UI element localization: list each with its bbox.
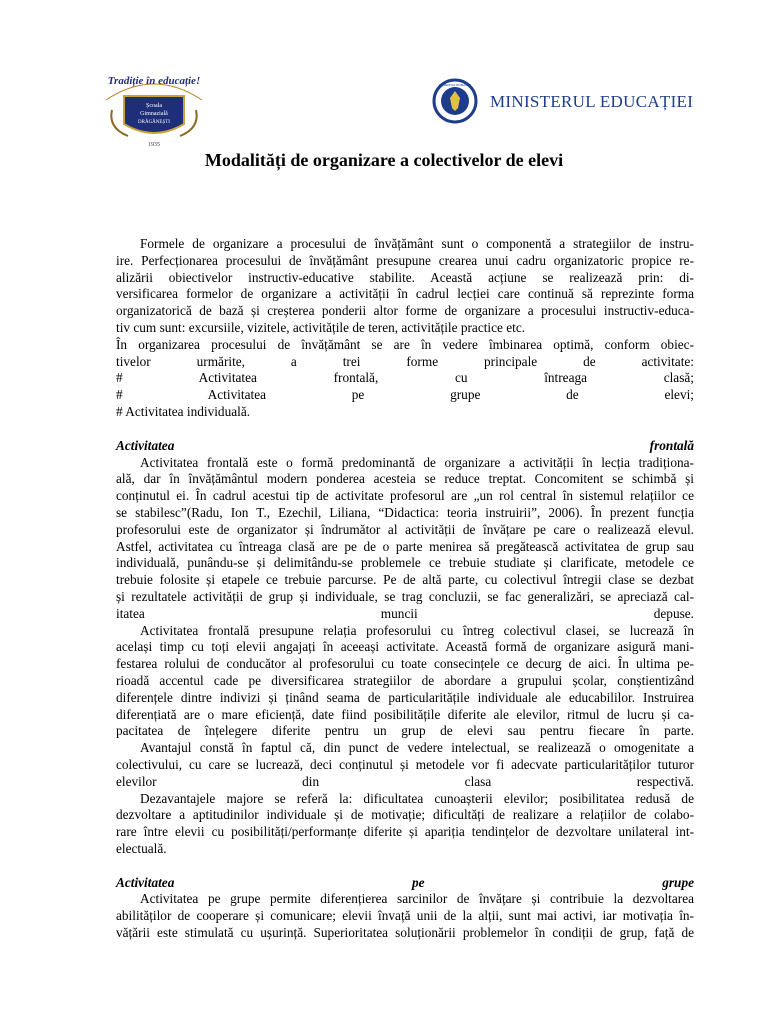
school-name-line2: Gimnazială [140, 111, 168, 117]
text-line: ală, dar în învățământul modern ponderea acesteia se reduce treptat. Concomitent se schimbă și [116, 471, 694, 487]
school-year: 1935 [148, 142, 160, 148]
text-line: pacitatea de înțelegere diferite pentru un grup de elevi sau pentru fiecare în parte. [116, 723, 694, 739]
list-item: # Activitatea individuală. [116, 403, 251, 419]
text-line: alizării obiectivelor instructiv-educative stabilite. Această acțiune se realizează prin: di- [116, 269, 694, 285]
page-title: Modalități de organizare a colectivelor de elevi [204, 150, 564, 170]
text-line: rioadă accentul cade pe diversificarea strategiilor de abordare a grupului școlar, conștientizând [116, 672, 694, 688]
ministry-seal-text: GUVERNUL ROMÂNIEI [438, 83, 472, 87]
school-name-line3: DRĂGĂNEȘTI [138, 120, 170, 125]
text-line: și rezultatele activității de grup și individuale, se trag concluzii, se fac generalizări, se apreciază cal- [116, 588, 694, 604]
text-line: colectivului, cu care se lucrează, deci conținutul și metodele vor fi adecvate particularităților tuturor [116, 756, 694, 772]
text-line: vățării este stimulată cu ușurință. Superioritatea soluționării problemelor în condiții de grup, față de [116, 925, 694, 941]
text-line: În organizarea procesului de învățământ se are în vedere îmbinarea optimă, conform obiec- [116, 336, 694, 352]
school-logo [98, 70, 210, 150]
text-line: diferențele dintre indivizi și ținând seama de particularitățile individuale ale educabililor. Instruirea [116, 689, 694, 705]
text-line: ire. Perfecționarea procesului de învățământ presupune crearea unui cadru organizatoric propice re- [116, 252, 694, 268]
list-item: # Activitatea pe grupe de elevi; [116, 387, 694, 403]
text-line: Activitatea frontală este o formă predominantă de organizare a activității în lecția tradiționa- [140, 454, 694, 470]
text-line: Activitatea pe grupe permite diferențierea sarcinilor de învățare și contribuie la dezvoltarea [140, 891, 694, 907]
section-heading-grupe: Activitatea pe grupe [116, 874, 694, 890]
text-line: organizatorică de bază și creșterea ponderii altor forme de organizare a procesului instructiv-educa- [116, 303, 694, 319]
text-line: se stabilesc”(Radu, Ion T., Ezechil, Liliana, “Didactica: teoria instruirii”, 2006). În prezent funcția [116, 504, 694, 520]
text-line: conținutul ei. În cadrul acestui tip de activitate profesorul are „un rol central în sistemul relațiilor ce [116, 488, 694, 504]
text-line: individuală, punându-se și delimitându-se problemele ce trebuie studiate și clarificate, metodele ce [116, 555, 694, 571]
text-line: tiv cum sunt: excursiile, vizitele, activitățile de teren, activitățile practice etc. [116, 319, 526, 335]
text-line: elevilor din clasa respectivă. [116, 773, 694, 789]
text-line: rare între elevii cu posibilități/performanțe diferite și apariția tendințelor de dezvoltare unilateral int- [116, 824, 694, 840]
list-item: # Activitatea frontală, cu întreaga clasă; [116, 370, 694, 386]
text-line: versificarea formelor de organizare a activității în cadrul lecției care continuă să reprezinte forma [116, 286, 694, 302]
text-line: abilităților de cooperare și comunicare; elevii învață unii de la alții, sunt mai activi, iar motivația în- [116, 908, 694, 924]
text-line: Dezavantajele majore se referă la: dificultatea cunoașterii elevilor; posibilitatea redusă de [140, 790, 694, 806]
text-line: diferențiată are o mare eficiență, date fiind posibilitățile diferite ale elevilor, ritmul de lucru și ca- [116, 706, 694, 722]
text-line: festarea rolului de conducător al profesorului cu toate consecințele ce decurg de aici. În ultima pe- [116, 656, 694, 672]
document-body [116, 236, 694, 942]
text-line: Activitatea frontală presupune relația profesorului cu întreg colectivul clasei, se lucrează în [140, 622, 694, 638]
text-line: dezvoltare a aptitudinilor individuale și de motivație; dificultăți de realizare a relațiilor de colabo- [116, 807, 694, 823]
ministry-name: MINISTERUL EDUCAȚIEI [490, 92, 694, 111]
text-line: Astfel, activitatea cu întreaga clasă are pe de o parte menirea să pregătească activitatea de grup sau [116, 538, 694, 554]
section-heading-frontala: Activitatea frontală [116, 437, 694, 453]
school-name-line1: Școala [146, 103, 162, 109]
text-line: tivelor urmărite, a trei forme principale de activitate: [116, 353, 694, 369]
text-line: Avantajul constă în faptul că, din punct de vedere intelectual, se realizează o omogenitate a [140, 740, 694, 756]
text-line: trebuie folosite și etapele ce trebuie parcurse. Pe de altă parte, cu colectivul întregii clase se dezbat [116, 572, 694, 588]
text-line: electuală. [116, 840, 167, 856]
school-motto: Tradiție în educație! [107, 75, 201, 87]
text-line: Formele de organizare a procesului de învățământ sunt o componentă a strategiilor de instru- [140, 236, 694, 251]
text-line: profesorului este de organizator și îndrumător al activității de învățare pe care o realizează elevul. [116, 521, 694, 537]
ministry-logo [432, 78, 694, 124]
text-line: același timp cu toți elevii angajați în aceeași activitate. Această formă de organizare asigură mani- [116, 639, 694, 655]
text-line: itatea muncii depuse. [116, 605, 694, 621]
